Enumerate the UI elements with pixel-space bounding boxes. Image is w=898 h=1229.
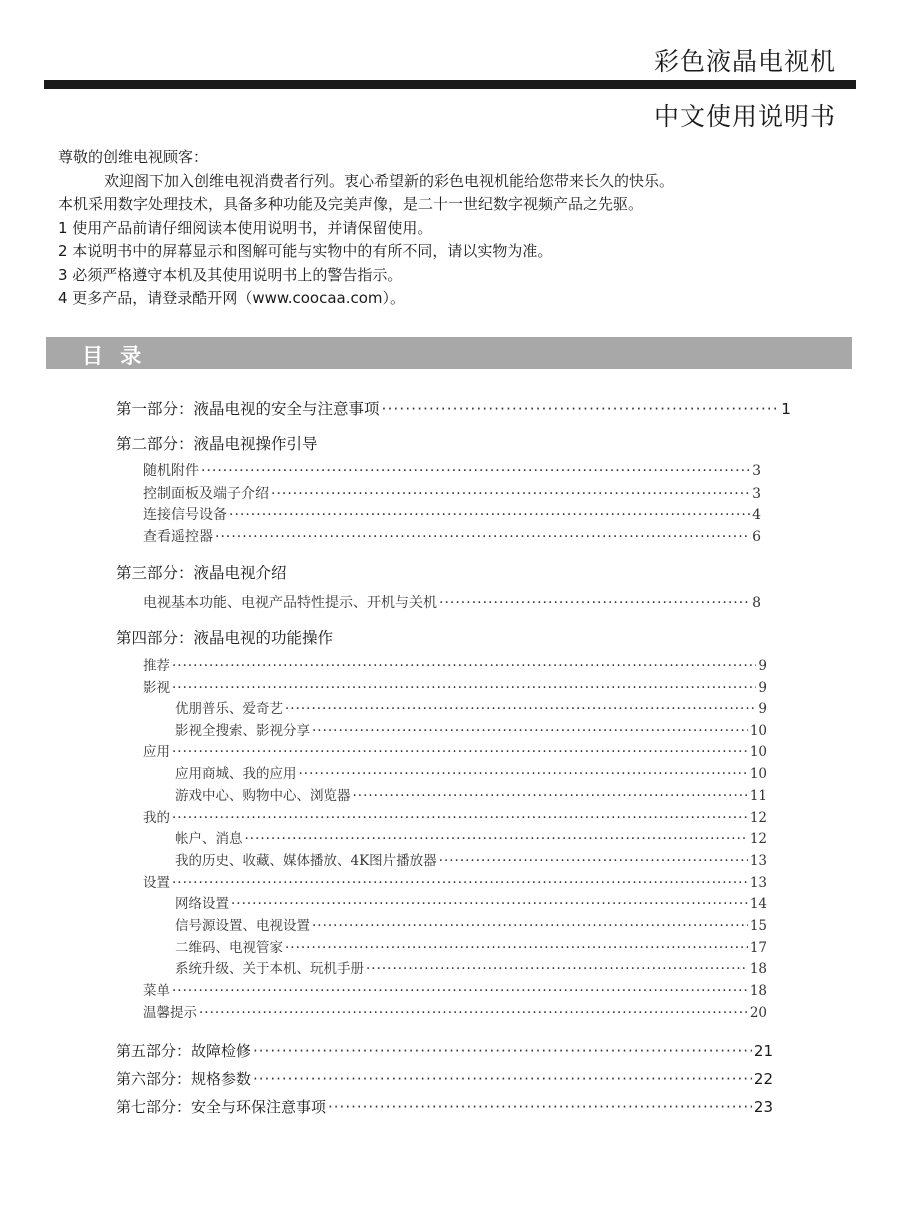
toc-entry[interactable] (143, 676, 767, 696)
toc-header-band (46, 337, 852, 369)
toc-entry[interactable] (175, 827, 767, 847)
toc-entry-page: 21 (753, 1042, 773, 1060)
welcome-text: 欢迎阁下加入创维电视消费者行列。衷心希望新的彩色电视机能给您带来长久的快乐。 (104, 171, 675, 190)
dot-leader (172, 658, 756, 674)
toc-entry-page: 9 (758, 701, 767, 717)
toc-entry-label: 菜单 (143, 983, 170, 999)
toc-heading-part4[interactable]: 第四部分：液晶电视的功能操作 (116, 629, 334, 647)
toc-entry-label: 我的历史、收藏、媒体播放、4K图片播放器 (175, 853, 437, 869)
dot-leader (253, 1070, 752, 1088)
intro-section (58, 146, 858, 311)
title-divider (44, 80, 856, 89)
dot-leader (253, 1042, 752, 1060)
toc-entry-label: 帐户、消息 (175, 831, 243, 847)
toc-entry-page: 6 (752, 529, 761, 545)
toc-entry-label: 系统升级、关于本机、玩机手册 (175, 961, 364, 977)
toc-entry-page: 4 (752, 507, 761, 523)
toc-entry-page: 18 (749, 983, 767, 999)
toc-entry-page: 10 (749, 744, 767, 760)
toc-entry-page: 17 (749, 940, 767, 956)
toc-entry[interactable] (143, 460, 761, 480)
toc-entry[interactable] (143, 526, 761, 546)
toc-entry[interactable] (175, 849, 767, 869)
toc-entry[interactable] (143, 592, 761, 612)
dot-leader (172, 875, 748, 891)
dot-leader (312, 723, 748, 739)
toc-entry[interactable] (143, 979, 767, 999)
toc-entry-page: 12 (749, 810, 767, 826)
toc-entry-page: 10 (749, 766, 767, 782)
toc-entry[interactable] (175, 892, 767, 912)
dot-leader (285, 940, 748, 956)
dot-leader (245, 831, 748, 847)
toc-entry-page: 22 (753, 1070, 773, 1088)
toc-entry[interactable] (175, 914, 767, 934)
toc-entry-page: 10 (749, 723, 767, 739)
dot-leader (382, 400, 780, 418)
toc-entry[interactable] (175, 784, 767, 804)
dot-leader (201, 463, 750, 479)
note-3: 3 必须严格遵守本机及其使用说明书上的警告指示。 (58, 265, 403, 284)
toc-entry-page: 11 (749, 788, 767, 804)
toc-entry[interactable] (175, 762, 767, 782)
dot-leader (199, 1005, 748, 1021)
toc-heading-part2[interactable]: 第二部分：液晶电视操作引导 (116, 435, 318, 453)
toc-heading-part3[interactable]: 第三部分：液晶电视介绍 (116, 564, 287, 582)
toc-entry-label: 控制面板及端子介绍 (143, 486, 269, 502)
toc-entry-page: 3 (752, 463, 761, 479)
toc-entry-page: 9 (758, 658, 767, 674)
document-title: 彩色液晶电视机 (653, 47, 836, 76)
toc-entry-label: 第五部分：故障检修 (116, 1042, 252, 1060)
toc-entry-page: 18 (749, 961, 767, 977)
toc-entry[interactable] (143, 740, 767, 760)
note-2: 2 本说明书中的屏幕显示和图解可能与实物中的有所不同，请以实物为准。 (58, 242, 553, 260)
dot-leader (229, 507, 750, 523)
note-4: 4 更多产品，请登录酷开网（www.coocaa.com）。 (58, 289, 406, 307)
toc-entry-label: 电视基本功能、电视产品特性提示、开机与关机 (143, 595, 437, 611)
greeting: 尊敬的创维电视顾客： (58, 148, 209, 166)
toc-entry-page: 14 (749, 896, 767, 912)
toc-entry-page: 13 (749, 853, 767, 869)
toc-entry[interactable] (143, 483, 761, 503)
toc-entry-label: 设置 (143, 875, 170, 891)
dot-leader (439, 595, 750, 611)
toc-entry-label: 应用 (143, 744, 170, 760)
toc-entry-page: 12 (749, 831, 767, 847)
toc-entry-page: 3 (752, 486, 761, 502)
dot-leader (328, 1098, 752, 1116)
toc-entry-label: 我的 (143, 810, 170, 826)
toc-entry-label: 优朋普乐、爱奇艺 (175, 701, 283, 717)
toc-entry-label: 温馨提示 (143, 1005, 197, 1021)
dot-leader (299, 766, 748, 782)
toc-entry-label: 二维码、电视管家 (175, 940, 283, 956)
toc-entry-label: 应用商城、我的应用 (175, 766, 297, 782)
toc-entry[interactable] (143, 504, 761, 524)
toc-entry-page: 8 (752, 595, 761, 611)
tech-text: 本机采用数字处理技术，具备多种功能及完美声像，是二十一世纪数字视频产品之先驱。 (58, 195, 644, 213)
toc-entry-label: 随机附件 (143, 463, 199, 479)
toc-entry-part6[interactable] (116, 1068, 773, 1089)
toc-entry-part1[interactable] (116, 397, 791, 419)
toc-entry-page: 9 (758, 680, 767, 696)
toc-entry-part7[interactable] (116, 1096, 773, 1117)
toc-entry-part5[interactable] (116, 1040, 773, 1061)
toc-entry[interactable] (143, 806, 767, 826)
toc-entry-label: 第一部分：液晶电视的安全与注意事项 (116, 400, 380, 418)
toc-entry[interactable] (143, 654, 767, 674)
dot-leader (172, 983, 748, 999)
dot-leader (215, 529, 750, 545)
toc-entry-page: 23 (753, 1098, 773, 1116)
toc-entry-label: 游戏中心、购物中心、浏览器 (175, 788, 351, 804)
toc-entry-label: 影视全搜索、影视分享 (175, 723, 310, 739)
toc-entry-label: 影视 (143, 680, 170, 696)
dot-leader (231, 896, 748, 912)
note-1: 1 使用产品前请仔细阅读本使用说明书，并请保留使用。 (58, 218, 433, 237)
toc-entry-page: 1 (781, 400, 791, 418)
toc-entry-label: 信号源设置、电视设置 (175, 918, 310, 934)
toc-entry-label: 推荐 (143, 658, 170, 674)
toc-entry[interactable] (175, 957, 767, 977)
toc-entry-label: 第六部分：规格参数 (116, 1070, 252, 1088)
toc-entry-label: 查看遥控器 (143, 529, 213, 545)
toc-entry[interactable] (175, 719, 767, 739)
toc-entry-label: 网络设置 (175, 896, 229, 912)
toc-entry-label: 连接信号设备 (143, 507, 227, 523)
dot-leader (172, 810, 748, 826)
dot-leader (172, 680, 756, 696)
toc-entry[interactable] (143, 1001, 767, 1021)
toc-entry-page: 20 (749, 1005, 767, 1021)
dot-leader (271, 486, 750, 502)
dot-leader (285, 701, 756, 717)
toc-entry-label: 第七部分：安全与环保注意事项 (116, 1098, 327, 1116)
toc-title: 目 录 (82, 344, 147, 368)
toc-entry-page: 15 (749, 918, 767, 934)
toc-entry[interactable] (143, 871, 767, 891)
dot-leader (439, 853, 748, 869)
dot-leader (353, 788, 748, 804)
toc-entry[interactable] (175, 936, 767, 956)
document-subtitle: 中文使用说明书 (653, 102, 836, 131)
toc-entry-page: 13 (749, 875, 767, 891)
dot-leader (172, 744, 748, 760)
dot-leader (312, 918, 748, 934)
toc-entry[interactable] (175, 697, 767, 717)
dot-leader (366, 961, 748, 977)
